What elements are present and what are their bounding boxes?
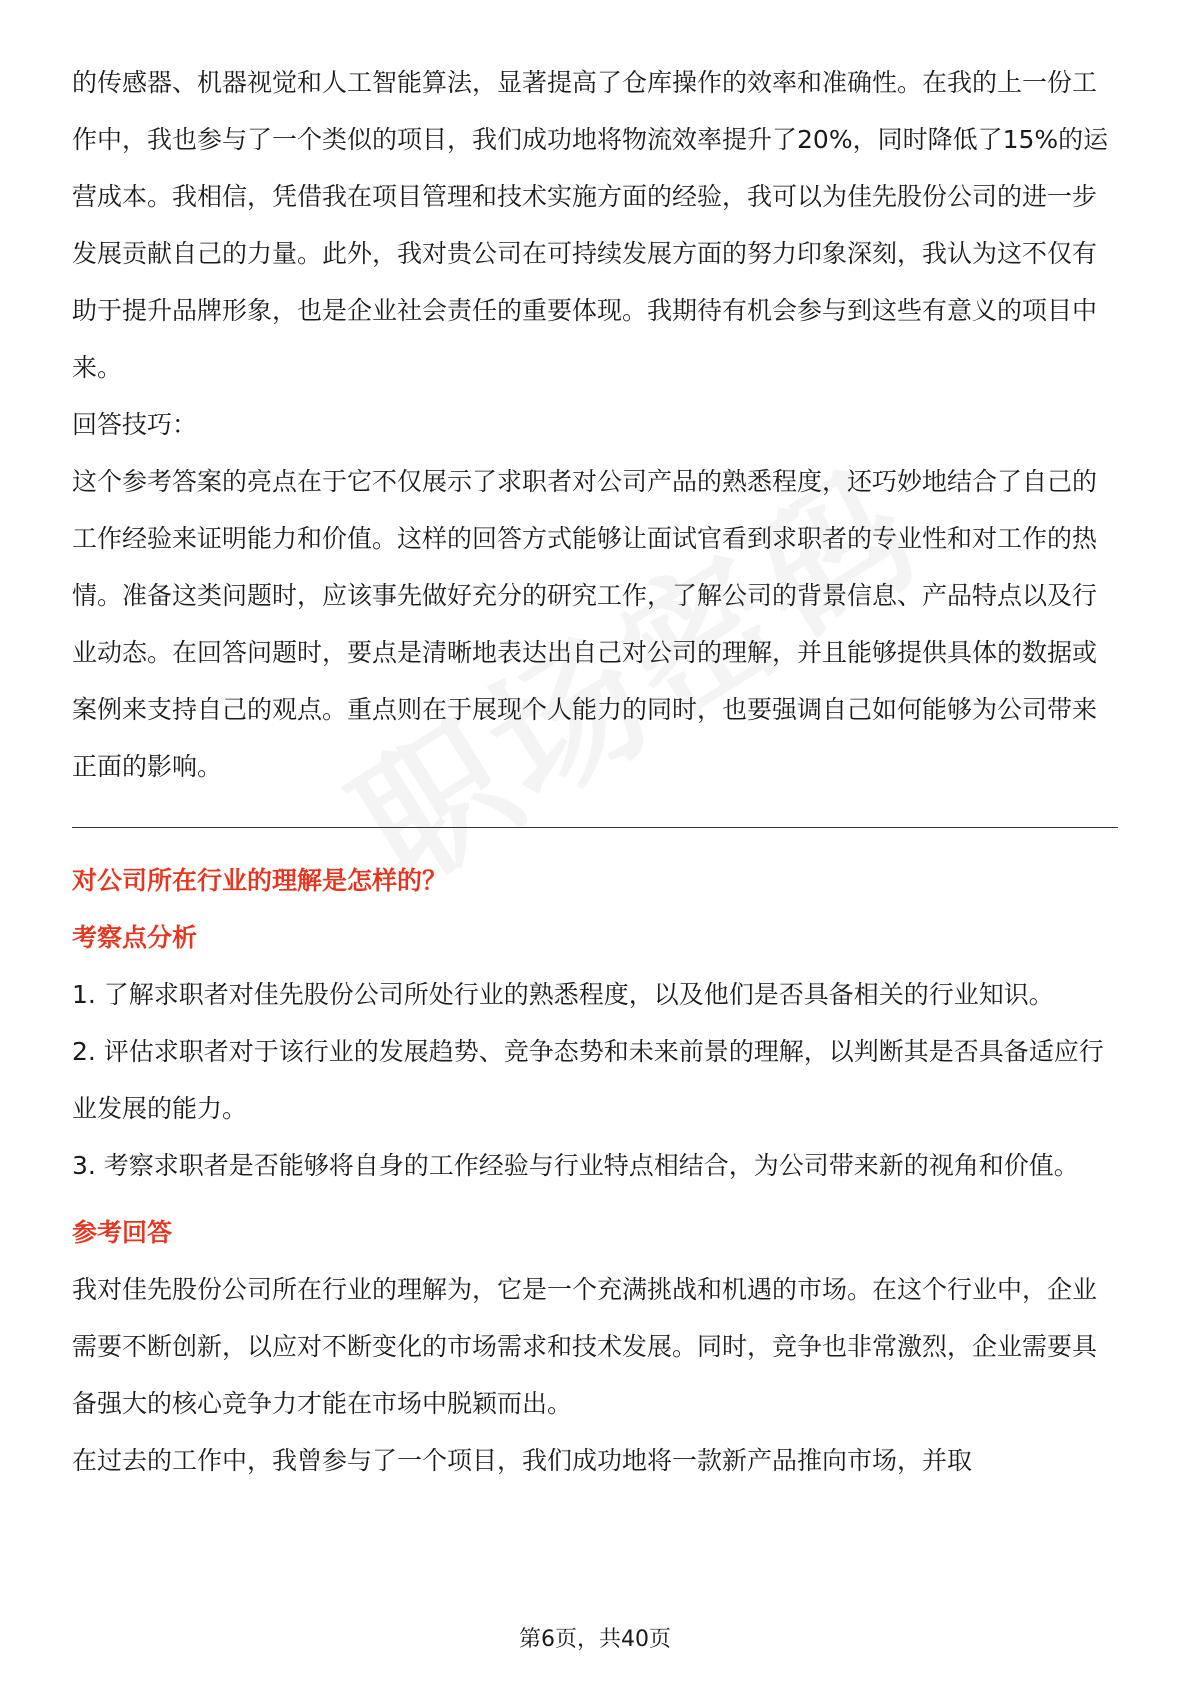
- question-title: 对公司所在行业的理解是怎样的？: [72, 866, 448, 895]
- analysis-item: 3. 考察求职者是否能够将自身的工作经验与行业特点相结合，为公司带来新的视角和价值。: [72, 1151, 1079, 1180]
- analysis-item: 2. 评估求职者对于该行业的发展趋势、竞争态势和未来前景的理解，以判断其是否具备适应行业发展的能力。: [72, 1037, 1104, 1123]
- answer-paragraph: 我对佳先股份公司所在行业的理解为，它是一个充满挑战和机遇的市场。在这个行业中，企业需要不断创新，以应对不断变化的市场需求和技术发展。同时，竞争也非常激烈，企业需要具备强大的核心竞争力才能在市场中脱颖而出。: [72, 1275, 1098, 1418]
- answer-paragraph: 在过去的工作中，我曾参与了一个项目，我们成功地将一款新产品推向市场，并取: [72, 1446, 973, 1475]
- answer-heading: 参考回答: [72, 1218, 173, 1247]
- section-divider: [72, 827, 1118, 828]
- tips-label: 回答技巧：: [72, 410, 198, 439]
- document-page: [72, 0, 1118, 1684]
- question-section: [72, 852, 1118, 1489]
- page-footer: 第6页，共40页: [519, 1627, 671, 1652]
- analysis-heading: 考察点分析: [72, 923, 198, 952]
- top-section: [72, 54, 1118, 795]
- analysis-item: 1. 了解求职者对佳先股份公司所处行业的熟悉程度，以及他们是否具备相关的行业知识。: [72, 980, 1054, 1009]
- top-paragraph: 的传感器、机器视觉和人工智能算法，显著提高了仓库操作的效率和准确性。在我的上一份工作中，我也参与了一个类似的项目，我们成功地将物流效率提升了20%，同时降低了15%的运营成本。我相信，凭借我在项目管理和技术实施方面的经验，我可以为佳先股份公司的进一步发展贡献自己的力量。此外，我对贵公司在可持续发展方面的努力印象深刻，我认为这不仅有助于提升品牌形象，也是企业社会责任的重要体现。我期待有机会参与到这些有意义的项目中来。: [72, 68, 1109, 382]
- tips-paragraph: 这个参考答案的亮点在于它不仅展示了求职者对公司产品的熟悉程度，还巧妙地结合了自己的工作经验来证明能力和价值。这样的回答方式能够让面试官看到求职者的专业性和对工作的热情。准备这类问题时，应该事先做好充分的研究工作，了解公司的背景信息、产品特点以及行业动态。在回答问题时，要点是清晰地表达出自己对公司的理解，并且能够提供具体的数据或案例来支持自己的观点。重点则在于展现个人能力的同时，也要强调自己如何能够为公司带来正面的影响。: [72, 467, 1098, 781]
